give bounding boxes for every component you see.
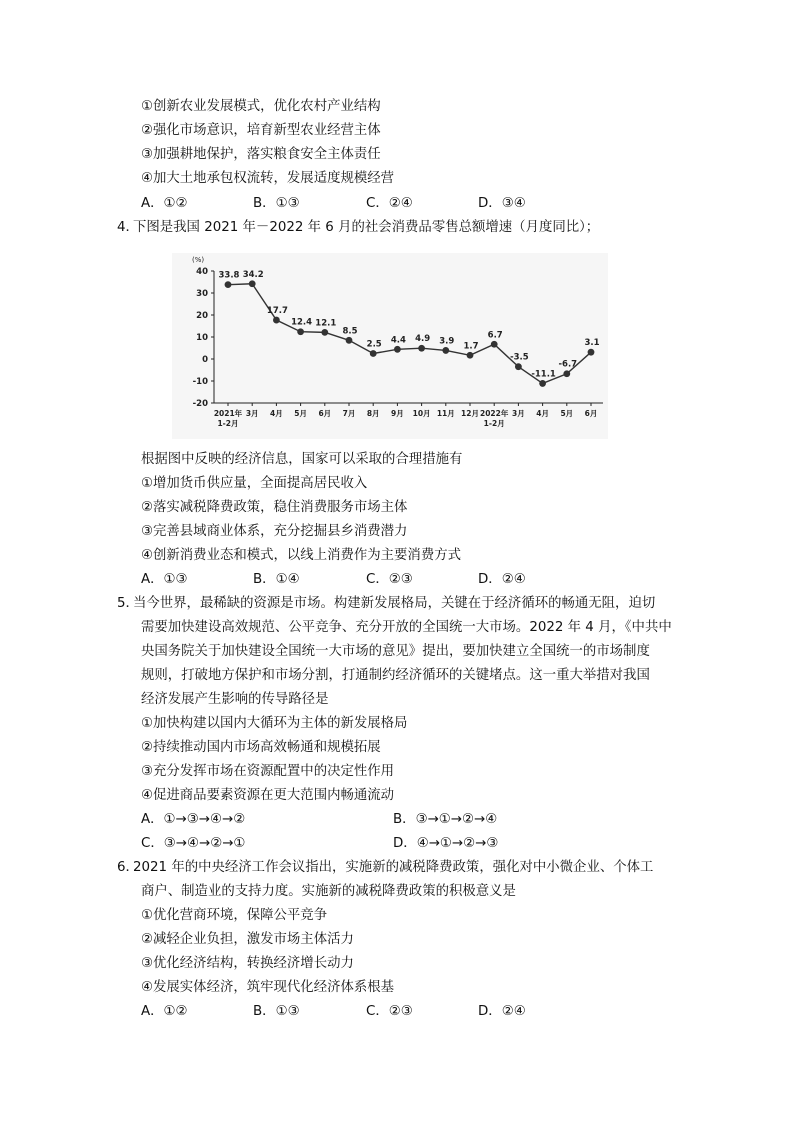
data-point (588, 349, 595, 356)
data-point (515, 363, 522, 370)
x-tick-label: 6月 (318, 409, 332, 418)
data-point (249, 280, 256, 287)
q3-option-a: A．①② (141, 196, 188, 211)
q6-option-b: B．①③ (253, 1004, 300, 1019)
q4-option-d: D．②④ (478, 572, 526, 587)
x-tick-label: 4月 (270, 409, 283, 418)
data-point (370, 350, 377, 357)
y-tick-label: 40 (196, 267, 208, 277)
q6-option-c: C．②③ (366, 1004, 413, 1019)
y-tick-label: 10 (196, 333, 208, 343)
q6-item-3: ③优化经济结构，转换经济增长动力 (141, 956, 354, 971)
data-label: 34.2 (242, 269, 264, 280)
q5-stem-line-3: 央国务院关于加快建设全国统一大市场的意见》提出，要加快建立全国统一的市场制度 (141, 644, 650, 659)
q6-option-a: A．①② (141, 1004, 188, 1019)
q5-option-c: C．③→④→②→① (141, 836, 246, 851)
x-tick-label: 2022年 (480, 409, 509, 418)
q3-option-b: B．①③ (253, 196, 300, 211)
q4-option-b: B．①④ (253, 572, 300, 587)
q6-option-d: D．②④ (478, 1004, 526, 1019)
data-label: 1.7 (463, 341, 479, 352)
y-tick-label: 30 (196, 289, 208, 299)
q3-item-2: ②强化市场意识，培育新型农业经营主体 (141, 123, 381, 138)
q3-item-3: ③加强耕地保护，落实粮食安全主体责任 (141, 147, 381, 162)
y-tick-label: 20 (196, 311, 208, 321)
data-label: -6.7 (558, 359, 578, 370)
data-label: 6.7 (487, 330, 503, 341)
q4-item-2: ②落实减税降费政策，稳住消费服务市场主体 (141, 500, 408, 515)
q4-number: 4． (117, 220, 139, 235)
data-point (467, 352, 474, 359)
data-label: -3.5 (510, 352, 529, 363)
q6-item-4: ④发展实体经济，筑牢现代化经济体系根基 (141, 980, 395, 995)
data-point (442, 347, 449, 354)
data-label: 33.8 (218, 270, 240, 281)
q6-item-2: ②减轻企业负担，激发市场主体活力 (141, 932, 354, 947)
data-point (394, 346, 401, 353)
x-tick-label: 3月 (512, 409, 525, 418)
x-tick-label: 2021年 (213, 409, 243, 418)
q3-item-1: ①创新农业发展模式，优化农村产业结构 (141, 99, 381, 114)
q5-item-1: ①加快构建以国内大循环为主体的新发展格局 (141, 716, 408, 731)
y-tick-label: -20 (192, 399, 208, 409)
data-label: 4.9 (415, 334, 431, 345)
data-point (225, 281, 232, 288)
q6-stem-line-2: 商户、制造业的支持力度。实施新的减税降费政策的积极意义是 (141, 884, 516, 899)
q4-item-3: ③完善县域商业体系，充分挖掘县乡消费潜力 (141, 524, 408, 539)
data-point (539, 380, 546, 387)
q3-item-4: ④加大土地承包权流转，发展适度规模经营 (141, 171, 395, 186)
data-label: 3.1 (584, 338, 600, 349)
q5-stem-line-5: 经济发展产生影响的传导路径是 (141, 692, 329, 707)
data-point (418, 345, 425, 352)
data-label: 17.7 (266, 306, 288, 317)
q6-number: 6． (117, 860, 139, 875)
x-tick-label: 8月 (366, 409, 380, 418)
x-tick-label: 5月 (294, 409, 307, 418)
data-label: 4.4 (390, 335, 406, 346)
y-tick-label: 0 (202, 355, 208, 365)
x-tick-label: 7月 (342, 409, 356, 418)
q4-option-a: A．①③ (141, 572, 188, 587)
x-tick-label: 1-2月 (217, 419, 239, 428)
q5-stem-line-2: 需要加快建设高效规范、公平竞争、充分开放的全国统一大市场。2022 年 4 月，《中共中 (141, 620, 672, 635)
q3-option-d: D．③④ (478, 196, 526, 211)
q5-item-4: ④促进商品要素资源在更大范围内畅通流动 (141, 788, 395, 803)
x-tick-label: 10月 (412, 409, 431, 418)
q6-item-1: ①优化营商环境，保障公平竞争 (141, 908, 328, 923)
data-point (491, 341, 498, 348)
q5-number: 5． (117, 596, 139, 611)
data-point (346, 337, 353, 344)
q5-stem-line-1: 当今世界，最稀缺的资源是市场。构建新发展格局，关键在于经济循环的畅通无阻，迫切 (133, 596, 656, 611)
x-tick-label: 3月 (245, 409, 259, 418)
data-label: -11.1 (531, 369, 556, 380)
q5-option-a: A．①→③→④→② (141, 812, 246, 827)
y-unit-label: (%) (192, 256, 205, 264)
data-point (321, 329, 328, 336)
q4-option-c: C．②③ (366, 572, 413, 587)
x-tick-label: 6月 (584, 409, 598, 418)
q5-item-3: ③充分发挥市场在资源配置中的决定性作用 (141, 764, 395, 779)
data-point (563, 370, 570, 377)
y-tick-label: -10 (192, 377, 208, 387)
q6-stem-line-1: 2021 年的中央经济工作会议指出，实施新的减税降费政策，强化对中小微企业、个体工 (133, 860, 654, 875)
data-label: 12.4 (291, 317, 313, 328)
q5-option-b: B．③→①→②→④ (393, 812, 498, 827)
x-tick-label: 4月 (536, 409, 549, 418)
data-point (273, 317, 280, 324)
data-point (297, 328, 304, 335)
x-tick-label: 9月 (391, 409, 404, 418)
q4-item-4: ④创新消费业态和模式，以线上消费作为主要消费方式 (141, 548, 461, 563)
x-tick-label: 1-2月 (483, 419, 505, 428)
q5-item-2: ②持续推动国内市场高效畅通和规模拓展 (141, 740, 381, 755)
q5-stem-line-4: 规则，打破地方保护和市场分割，打通制约经济循环的关键堵点。这一重大举措对我国 (141, 668, 650, 683)
x-tick-label: 5月 (560, 409, 574, 418)
q4-stem: 下图是我国 2021 年－2022 年 6 月的社会消费品零售总额增速（月度同比）； (133, 220, 600, 235)
data-label: 3.9 (439, 336, 455, 347)
data-label: 12.1 (315, 318, 337, 329)
data-label: 8.5 (342, 326, 358, 337)
q5-option-d: D．④→①→②→③ (393, 836, 499, 851)
retail-sales-growth-chart (172, 253, 608, 439)
q4-question: 根据图中反映的经济信息，国家可以采取的合理措施有 (141, 452, 463, 467)
x-tick-label: 12月 (461, 409, 479, 418)
q3-option-c: C．②④ (366, 196, 413, 211)
q4-item-1: ①增加货币供应量，全面提高居民收入 (141, 476, 368, 491)
data-label: 2.5 (366, 339, 382, 350)
x-tick-label: 11月 (436, 409, 455, 418)
